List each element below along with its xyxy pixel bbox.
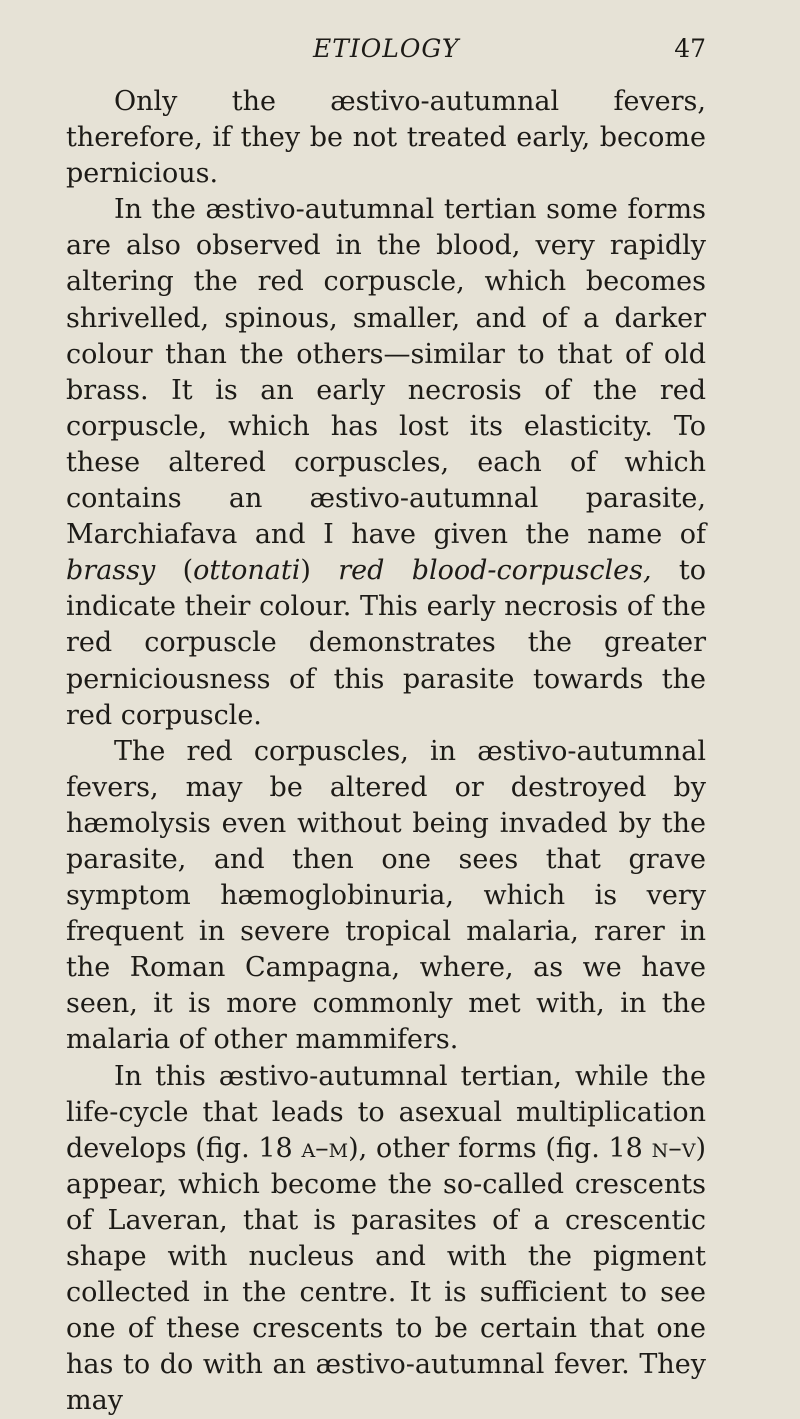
paragraph-4-text-a: In this æstivo-autumnal tertian, while the life-cycle that leads to asexual multiplication develops (fig. 18 [66, 1060, 706, 1164]
term-red-blood-corpuscles: red blood-corpuscles, [338, 555, 652, 587]
page-number: 47 [674, 34, 706, 63]
paragraph-4-text-c: ) appear, which become the so-called crescents of Laveran, that is parasites of a crescentic shape with nucleus and with the pigment collected in the centre. It is sufficient to see one of these crescents to be certain that one has to do with an æstivo-autumnal fever. They may [66, 1132, 706, 1417]
paragraph-2 [66, 192, 706, 733]
paragraph-4-text-b: ), other forms (fig. 18 [348, 1132, 652, 1164]
figure-ref-n-v: n–v [651, 1132, 696, 1164]
paragraph-3-text: The red corpuscles, in æstivo-autumnal fevers, may be altered or destroyed by hæmolysis even without being invaded by the parasite, and then one sees that grave symptom hæmoglobinuria, which is very frequent in severe tropical malaria, rarer in the Roman Campagna, where, as we have seen, it is more commonly met with, in the malaria of other mammifers. [66, 735, 706, 1056]
paren-close: ) [300, 555, 339, 587]
paragraph-3 [66, 734, 706, 1059]
paragraph-2-text-a: In the æstivo-autumnal tertian some forms are also observed in the blood, very rapidly altering the red corpuscle, which becomes shrivelled, spinous, smaller, and of a darker colour than the others—similar to that of old brass. It is an early necrosis of the red corpuscle, which has lost its elasticity. To these altered corpuscles, each of which contains an æstivo-autumnal parasite, Marchiafava and I have given the name of [66, 194, 706, 551]
paragraph-1 [66, 84, 706, 192]
paragraph-2-text-b: to indicate their colour. This early necrosis of the red corpuscle demonstrates the greater perniciousness of this parasite towards the red corpuscle. [66, 555, 706, 731]
running-head: ETIOLOGY [313, 34, 460, 63]
figure-ref-a-m: a–m [301, 1132, 349, 1164]
paragraph-1-text: Only the æstivo-autumnal fevers, therefore, if they be not treated early, become pernicious. [66, 86, 706, 190]
term-brassy: brassy [66, 555, 156, 587]
term-ottonati: ottonati [193, 555, 301, 587]
body-text [66, 84, 706, 1419]
paren-open: ( [155, 555, 194, 587]
page-header [66, 34, 706, 68]
paragraph-4 [66, 1059, 706, 1419]
